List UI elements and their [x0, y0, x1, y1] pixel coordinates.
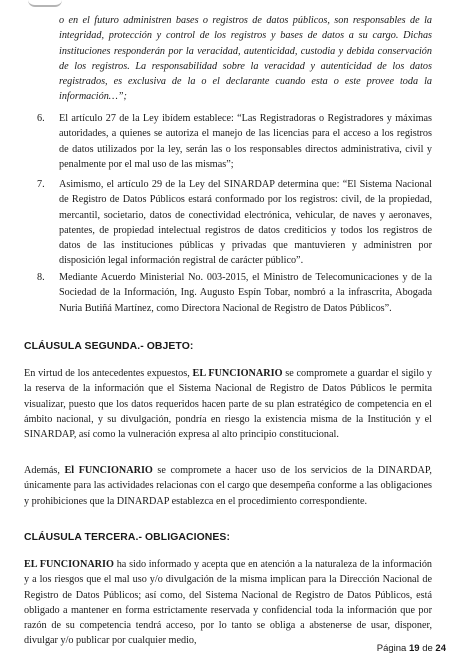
page-number-prefix: Página	[376, 643, 409, 654]
section-heading-obligaciones: CLÁUSULA TERCERA.- OBLIGACIONES:	[24, 532, 231, 543]
item-7-body: Asimismo, el artículo 29 de la Ley del SINARDAP determina que: “El Sistema Nacional de Registro de Datos Públicos estará conformado por los registros: civil, de la propiedad, mercantil, societario, datos de conectividad electrónica, vehicular, de naves y aeronaves, patentes, de propiedad intelectual registros de datos crediticios y todos los registros de datos de las instituciones públicas y privadas que mantuvieren y administren por disposición legal información registral de carácter público”.	[59, 179, 432, 267]
objeto-paragraph-1	[24, 366, 432, 442]
obligaciones-p1-text: ha sido informado y acepta que en atención a la naturaleza de la información y a los riesgos que el mal uso y/o divulgación de la misma implican para la Dirección Nacional de Registro de Datos Públicos; así como, del Sistema Nacional de Registro de Datos Públicos, está obligado a mantener en forma estrictamente reservada y confidencial toda la información que por razón de su competencia tendrá acceso, por lo tanto se obliga a abstenerse de usar, disponer, divulgar y/o publicar por cualquier medio,	[24, 559, 433, 647]
item-6-body: El artículo 27 de la Ley ibídem establece: “Las Registradoras o Registradores y máximas autoridades, a quienes se autoriza el manejo de las licencias para el acceso a los registros de datos utilizados por la ley, serán las o los responsables directos administrativa, civil y penalmente por el mal uso de las mismas”;	[59, 113, 432, 170]
objeto-p2-text-start: Además,	[24, 465, 65, 476]
obligaciones-p1-bold: EL FUNCIONARIO	[24, 559, 114, 570]
obligaciones-paragraph-1	[24, 557, 432, 649]
item-8-text: Mediante Acuerdo Ministerial No. 003-2015, el Ministro de Telecomunicaciones y de la Sociedad de la Información, Ing. Augusto Espín Tobar, nombró a la infrascrita, Abogada Nuria Butiñá Martínez, como Directora Nacional de Registro de Datos Públicos”.	[59, 272, 432, 314]
objeto-p1-text-start: En virtud de los antecedentes expuestos,	[24, 368, 193, 379]
item-5-continuation: o en el futuro administren bases o registros de datos públicos, son responsables de la integridad, protección y control de los registros y bases de datos a su cargo. Dichas instituciones responderán por la veracidad, autenticidad, custodia y debida conservación de los registros. La responsabilidad sobre la veracidad y autenticidad de los datos registrados, es exclusiva de la o el declarante cuando esta o este provee toda la información…”;	[59, 15, 432, 103]
objeto-paragraph-2	[24, 463, 432, 509]
objeto-p2-bold: El FUNCIONARIO	[64, 465, 153, 476]
page-number-total: 24	[435, 643, 446, 654]
item-8-number: 8.	[37, 272, 45, 283]
item-7-text	[59, 177, 432, 269]
objeto-p1-bold: EL FUNCIONARIO	[192, 368, 283, 379]
item-6-number: 6.	[37, 113, 45, 124]
section-heading-objeto: CLÁUSULA SEGUNDA.- OBJETO:	[24, 341, 194, 352]
scan-mark	[28, 0, 62, 7]
item-7-number: 7.	[37, 179, 45, 190]
item-6-text	[59, 111, 432, 172]
page-number-current: 19	[408, 643, 420, 654]
page-number-middle: de	[419, 643, 436, 654]
objeto-p2-text-end: se compromete a hacer uso de los servicios de la DINARDAP, únicamente para las actividades relacionas con el cargo que desempeña conforme a las obligaciones y prohibiciones que la DINARDAP establezca en el procedimiento correspondiente.	[24, 465, 432, 507]
page-number	[377, 643, 446, 654]
objeto-p1-text-end: se compromete a guardar el sigilo y la reserva de la información que el Sistema Nacional de Registro de Datos Públicos le permita visualizar, puesto que los datos requeridos hacen parte de su plan estratégico de competencia en el ámbito nacional, y su divulgación, pondría en riesgo la existencia misma de la Institución y el SINARDAP, así como la vulneración expresa al alto principio constitucional.	[24, 368, 433, 441]
